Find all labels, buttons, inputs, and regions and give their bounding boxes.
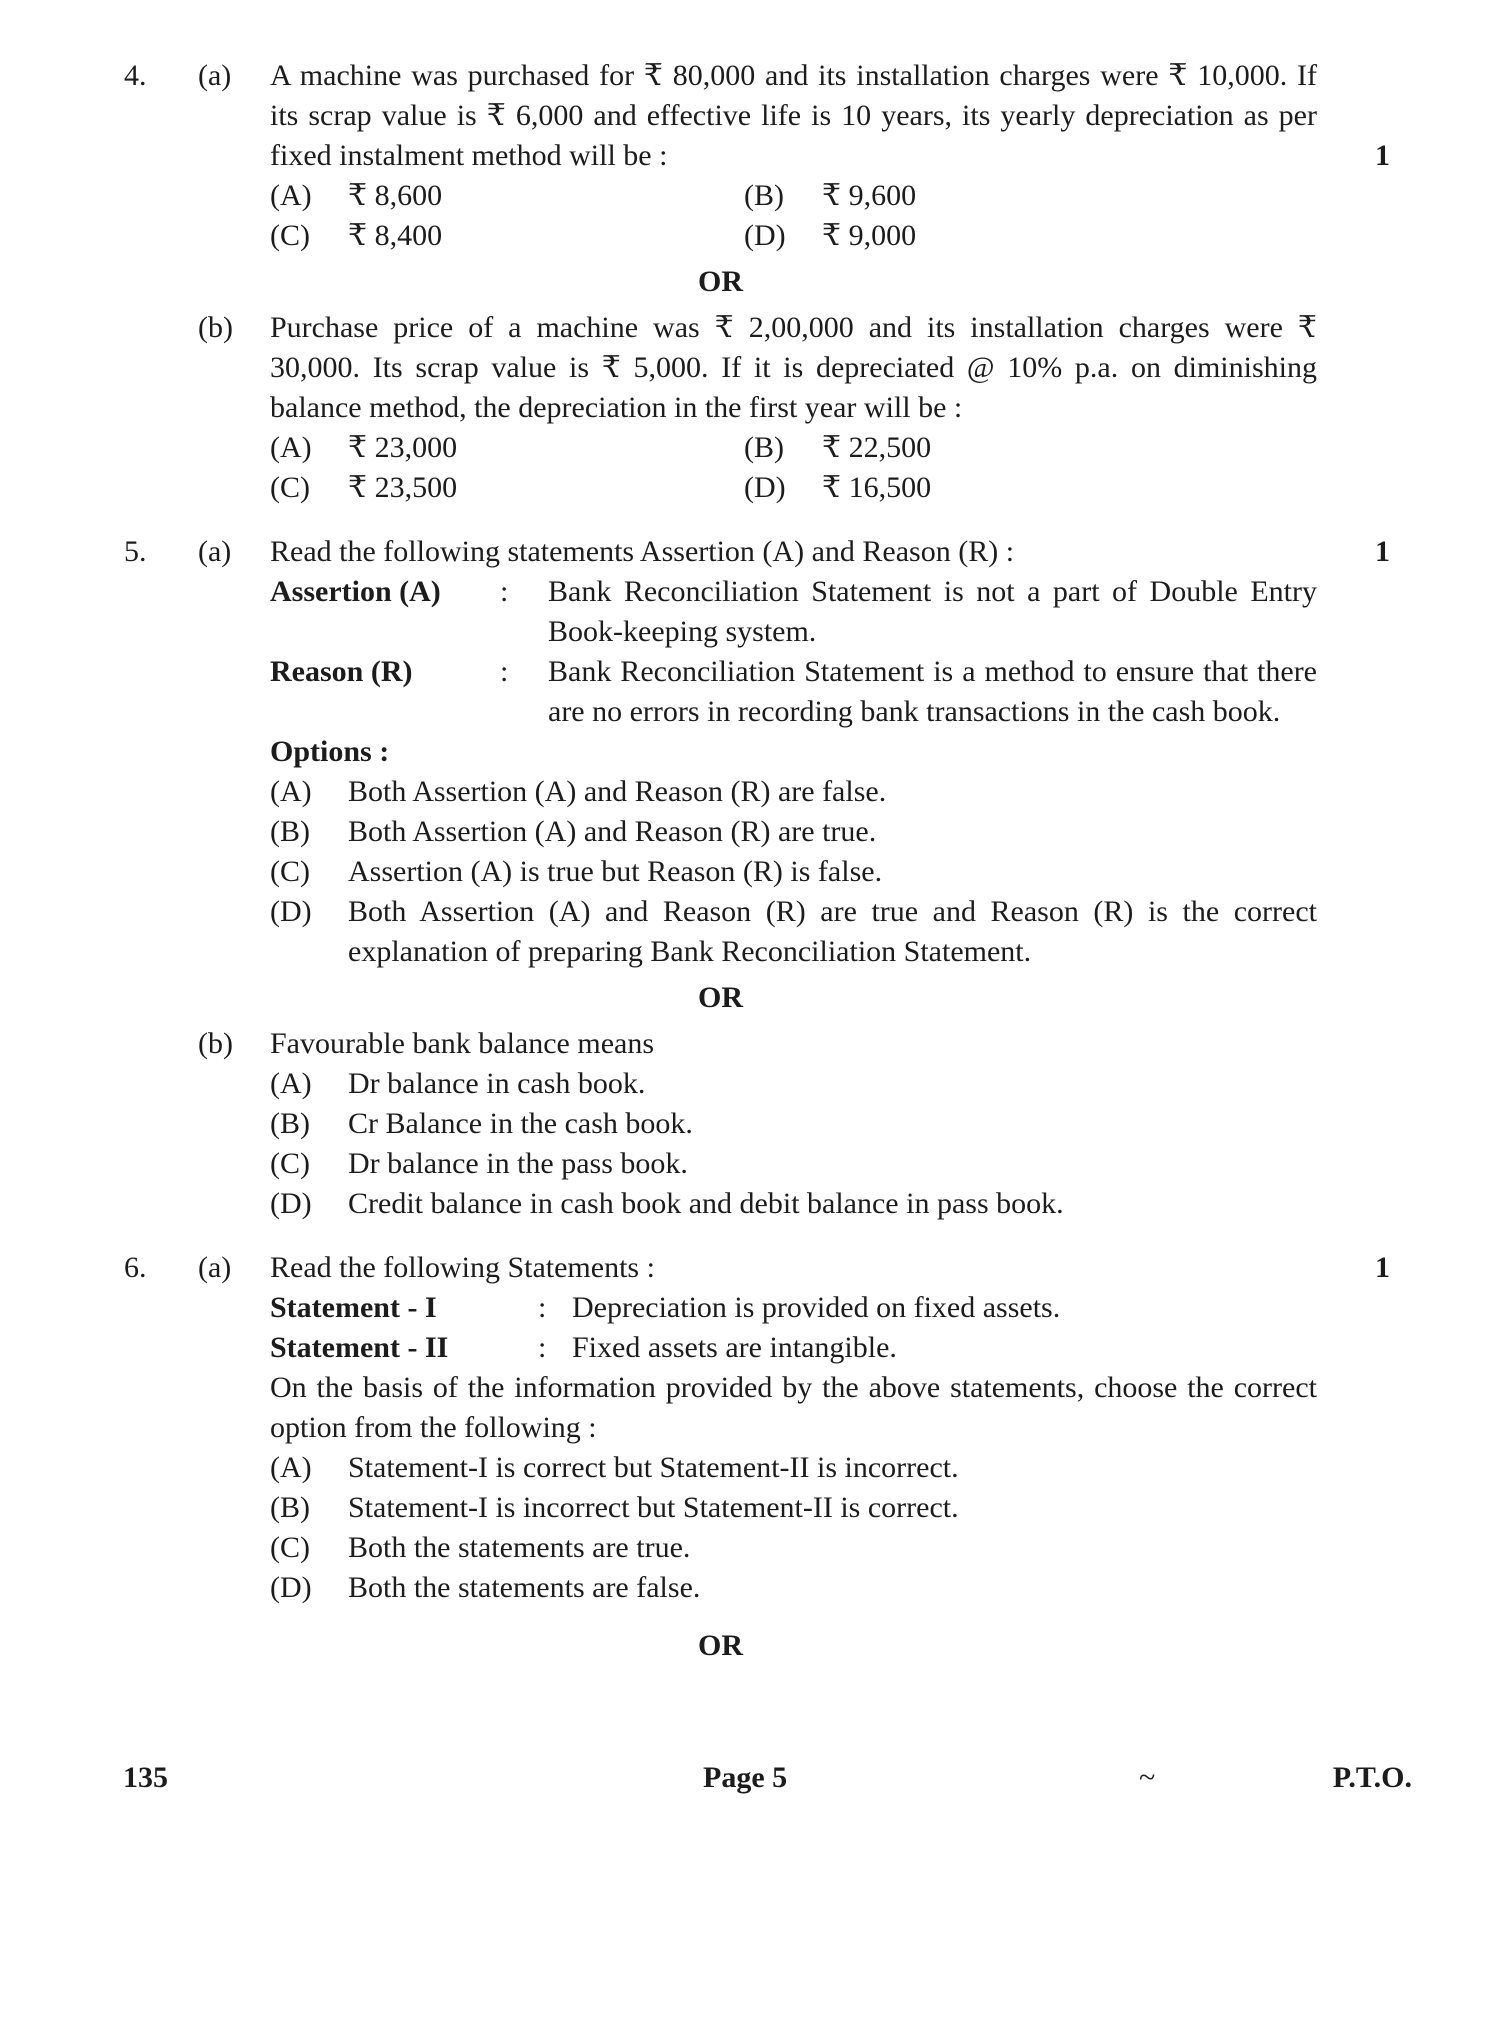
statement-1-colon: : — [538, 1291, 547, 1324]
option-text: Dr balance in the pass book. — [348, 1147, 688, 1180]
reason-colon: : — [500, 655, 509, 688]
question-4b — [124, 308, 1390, 508]
assertion-text: Bank Reconciliation Statement is not a part of Double Entry Book-keeping system. — [548, 575, 1317, 648]
question-4 — [124, 56, 1390, 508]
question-5 — [124, 532, 1390, 1224]
option-label: (D) — [270, 895, 312, 928]
question-5a-body — [270, 532, 1317, 972]
or-separator: OR — [698, 981, 743, 1014]
option-text: Both the statements are false. — [348, 1571, 701, 1604]
statement-1-label: Statement - I — [270, 1291, 437, 1324]
option-row — [270, 812, 1317, 852]
question-4b-label: (b) — [198, 311, 233, 344]
question-4-number: 4. — [124, 59, 147, 92]
reason-text: Bank Reconciliation Statement is a method to ensure that there are no errors in recording bank transactions in the cash book. — [548, 655, 1317, 728]
question-5a — [124, 532, 1390, 972]
or-separator: OR — [698, 265, 743, 298]
question-6a-intro: Read the following Statements : — [270, 1251, 655, 1284]
option-label: (D) — [270, 1571, 312, 1604]
question-5a-label: (a) — [198, 535, 232, 568]
option-value: ₹ 16,500 — [822, 471, 932, 504]
option-row — [270, 1488, 1317, 1528]
question-4a-body — [270, 56, 1317, 256]
question-6a-basis-text: On the basis of the information provided by the above statements, choose the correct option from the following : — [270, 1371, 1317, 1444]
question-5b-label: (b) — [198, 1027, 233, 1060]
option-text: Both Assertion (A) and Reason (R) are false. — [348, 775, 887, 808]
option-row — [270, 468, 1317, 508]
option-label: (C) — [270, 1531, 310, 1564]
option-row — [270, 1184, 1317, 1224]
option-text: Both the statements are true. — [348, 1531, 691, 1564]
option-label: (C) — [270, 219, 310, 252]
option-row — [270, 1528, 1317, 1568]
option-row — [270, 176, 1317, 216]
page-footer — [0, 1758, 1505, 1798]
option-label: (A) — [270, 431, 312, 464]
assertion-label: Assertion (A) — [270, 575, 441, 608]
question-4a — [124, 56, 1390, 256]
option-row — [270, 216, 1317, 256]
option-row — [270, 1568, 1317, 1608]
reason-row — [270, 652, 1317, 732]
footer-page-number: Page 5 — [703, 1761, 788, 1794]
option-label: (A) — [270, 1451, 312, 1484]
option-label: (C) — [270, 1147, 310, 1180]
option-label: (B) — [270, 1107, 310, 1140]
option-value: ₹ 23,500 — [348, 471, 458, 504]
question-4b-text: Purchase price of a machine was ₹ 2,00,000 and its installation charges were ₹ 30,000. Its scrap value is ₹ 5,000. If it is depreciated @ 10% p.a. on diminishing balance method, the depreciation in the first year will be : — [270, 311, 1317, 424]
statement-2-colon: : — [538, 1331, 547, 1364]
option-value: ₹ 9,600 — [822, 179, 917, 212]
question-4a-text: A machine was purchased for ₹ 80,000 and its installation charges were ₹ 10,000. If its scrap value is ₹ 6,000 and effective life is 10 years, its yearly depreciation as per fixed instalment method will be : — [270, 59, 1317, 172]
question-5-number: 5. — [124, 535, 147, 568]
option-label: (B) — [270, 1491, 310, 1524]
option-row — [270, 892, 1317, 972]
statement-1-row — [270, 1288, 1317, 1328]
option-label: (C) — [270, 855, 310, 888]
question-5a-intro: Read the following statements Assertion (A) and Reason (R) : — [270, 535, 1015, 568]
option-label: (A) — [270, 775, 312, 808]
option-label: (B) — [744, 431, 784, 464]
question-4b-body — [270, 308, 1317, 508]
option-label: (D) — [270, 1187, 312, 1220]
assertion-row — [270, 572, 1317, 652]
option-label: (A) — [270, 1067, 312, 1100]
option-label: (B) — [270, 815, 310, 848]
option-text: Dr balance in cash book. — [348, 1067, 646, 1100]
question-4a-label: (a) — [198, 59, 232, 92]
question-6a — [124, 1248, 1390, 1608]
option-row — [270, 1448, 1317, 1488]
option-text: Credit balance in cash book and debit balance in pass book. — [348, 1187, 1064, 1220]
question-6 — [124, 1248, 1390, 1666]
reason-label: Reason (R) — [270, 655, 413, 688]
option-label: (D) — [744, 471, 786, 504]
assertion-colon: : — [500, 575, 509, 608]
option-row — [270, 1104, 1317, 1144]
marks-badge: 1 — [1375, 139, 1390, 172]
marks-badge: 1 — [1375, 1251, 1390, 1284]
options-heading: Options : — [270, 735, 390, 768]
question-5b-body — [270, 1024, 1317, 1224]
question-6-number: 6. — [124, 1251, 147, 1284]
question-6a-body — [270, 1248, 1317, 1608]
option-value: ₹ 9,000 — [822, 219, 917, 252]
question-6a-label: (a) — [198, 1251, 232, 1284]
footer-paper-code: 135 — [123, 1761, 168, 1794]
option-value: ₹ 8,400 — [348, 219, 443, 252]
option-text: Cr Balance in the cash book. — [348, 1107, 693, 1140]
option-text: Both Assertion (A) and Reason (R) are true. — [348, 815, 877, 848]
option-text: Statement-I is correct but Statement-II is incorrect. — [348, 1451, 959, 1484]
option-value: ₹ 22,500 — [822, 431, 932, 464]
option-row — [270, 852, 1317, 892]
footer-pto: P.T.O. — [1332, 1761, 1412, 1794]
option-label: (C) — [270, 471, 310, 504]
option-value: ₹ 23,000 — [348, 431, 458, 464]
option-row — [270, 772, 1317, 812]
statement-2-text: Fixed assets are intangible. — [572, 1331, 897, 1364]
option-value: ₹ 8,600 — [348, 179, 443, 212]
question-5b-intro: Favourable bank balance means — [270, 1027, 655, 1060]
option-text: Both Assertion (A) and Reason (R) are true and Reason (R) is the correct explanation of preparing Bank Reconciliation Statement. — [348, 895, 1317, 968]
or-separator: OR — [698, 1629, 743, 1662]
option-label: (B) — [744, 179, 784, 212]
statement-2-label: Statement - II — [270, 1331, 449, 1364]
question-5b — [124, 1024, 1390, 1224]
option-row — [270, 1064, 1317, 1104]
option-label: (D) — [744, 219, 786, 252]
marks-badge: 1 — [1375, 535, 1390, 568]
option-label: (A) — [270, 179, 312, 212]
statement-1-text: Depreciation is provided on fixed assets. — [572, 1291, 1061, 1324]
option-text: Assertion (A) is true but Reason (R) is false. — [348, 855, 883, 888]
footer-squiggle-mark: ~ — [1139, 1761, 1156, 1794]
statement-2-row — [270, 1328, 1317, 1368]
option-row — [270, 1144, 1317, 1184]
option-row — [270, 428, 1317, 468]
option-text: Statement-I is incorrect but Statement-II is correct. — [348, 1491, 959, 1524]
